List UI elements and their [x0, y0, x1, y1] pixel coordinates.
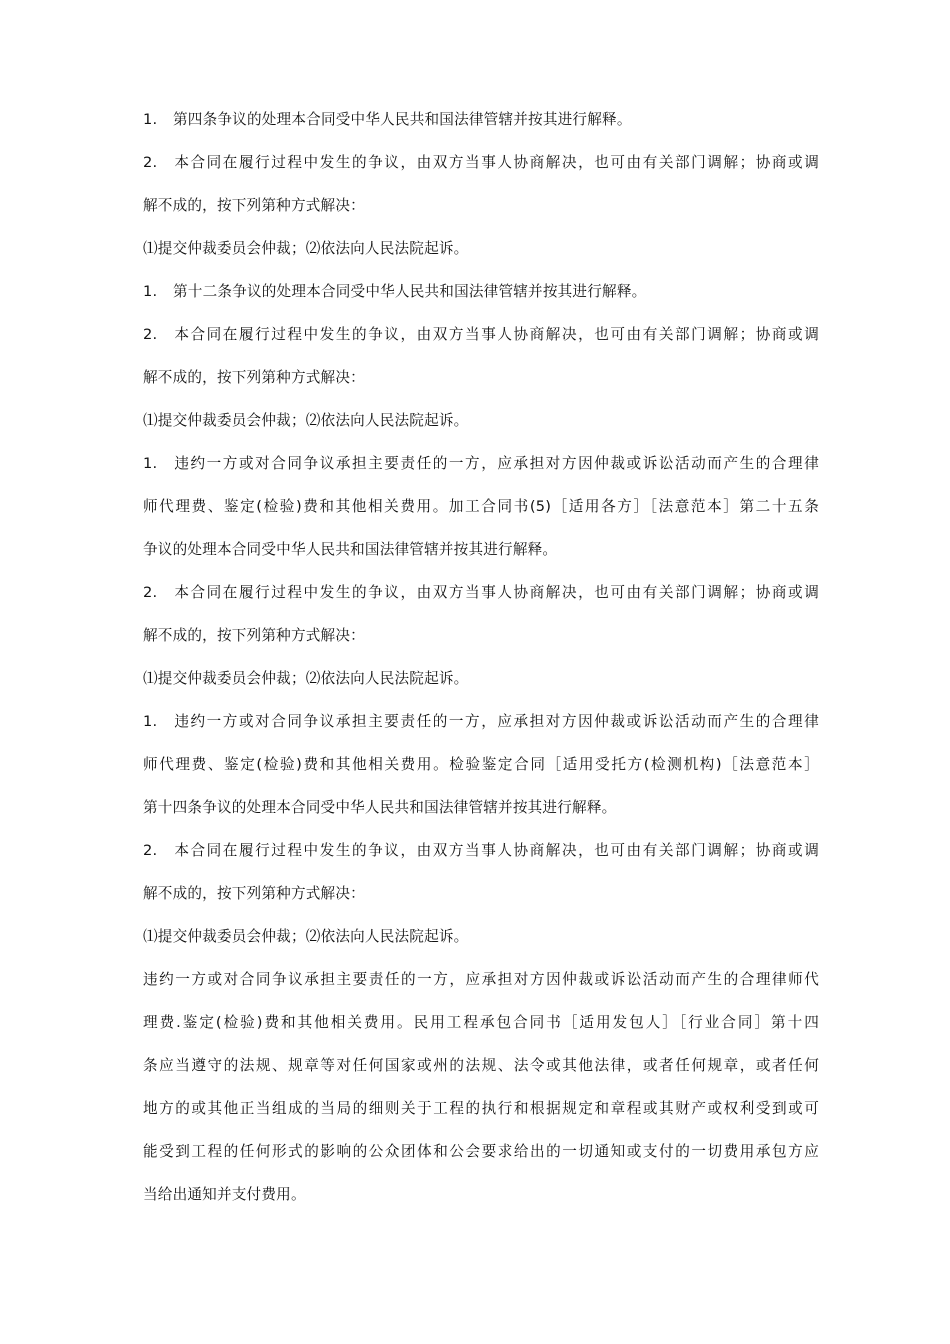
paragraph-line [143, 841, 819, 861]
paragraph-line [143, 454, 819, 474]
list-number: 1. [143, 111, 158, 128]
line-text: 解不成的，按下列第种方式解决： [143, 885, 365, 902]
paragraph-line [143, 196, 819, 216]
line-text: 违约一方或对合同争议承担主要责任的一方，应承担对方因仲裁或诉讼活动而产生的合理律 [173, 713, 819, 730]
paragraph-line [143, 1185, 819, 1205]
paragraph-line [143, 540, 819, 560]
paragraph-line [143, 798, 819, 818]
line-text: 解不成的，按下列第种方式解决： [143, 197, 365, 214]
line-text: 条应当遵守的法规、规章等对任何国家或州的法规、法令或其他法律，或者任何规章，或者任何 [143, 1057, 819, 1074]
line-text: 本合同在履行过程中发生的争议，由双方当事人协商解决，也可由有关部门调解；协商或调 [173, 326, 819, 343]
line-text: 第十二条争议的处理本合同受中华人民共和国法律管辖并按其进行解释。 [173, 283, 647, 300]
list-number: 2. [143, 154, 158, 171]
paragraph-line [143, 1099, 819, 1119]
paragraph-line [143, 626, 819, 646]
list-number: 1. [143, 455, 158, 472]
list-number: 1. [143, 283, 158, 300]
paragraph-line [143, 239, 819, 259]
line-text: 本合同在履行过程中发生的争议，由双方当事人协商解决，也可由有关部门调解；协商或调 [173, 584, 819, 601]
list-number: 2. [143, 584, 158, 601]
paragraph-line [143, 153, 819, 173]
paragraph-line [143, 1013, 819, 1033]
line-text: 当给出通知并支付费用。 [143, 1186, 306, 1203]
line-text: 第四条争议的处理本合同受中华人民共和国法律管辖并按其进行解释。 [173, 111, 632, 128]
line-text: 理费.鉴定(检验)费和其他相关费用。民用工程承包合同书［适用发包人］［行业合同］第十四 [143, 1014, 819, 1031]
line-text: 师代理费、鉴定(检验)费和其他相关费用。加工合同书(5)［适用各方］［法意范本］第二十五条 [143, 498, 819, 515]
line-text: 解不成的，按下列第种方式解决： [143, 369, 365, 386]
list-number: 2. [143, 842, 158, 859]
line-text: 本合同在履行过程中发生的争议，由双方当事人协商解决，也可由有关部门调解；协商或调 [173, 842, 819, 859]
line-text: 能受到工程的任何形式的影响的公众团体和公会要求给出的一切通知或支付的一切费用承包方应 [143, 1143, 819, 1160]
paragraph-line [143, 282, 819, 302]
paragraph-line [143, 1056, 819, 1076]
paragraph-line [143, 411, 819, 431]
line-text: ⑴提交仲裁委员会仲裁；⑵依法向人民法院起诉。 [143, 240, 469, 257]
paragraph-line [143, 927, 819, 947]
paragraph-line [143, 368, 819, 388]
line-text: ⑴提交仲裁委员会仲裁；⑵依法向人民法院起诉。 [143, 412, 469, 429]
line-text: 解不成的，按下列第种方式解决： [143, 627, 365, 644]
paragraph-line [143, 325, 819, 345]
paragraph-line [143, 110, 819, 130]
line-text: 第十四条争议的处理本合同受中华人民共和国法律管辖并按其进行解释。 [143, 799, 617, 816]
line-text: 师代理费、鉴定(检验)费和其他相关费用。检验鉴定合同［适用受托方(检测机构)［法意范本］ [143, 756, 819, 773]
line-text: 争议的处理本合同受中华人民共和国法律管辖并按其进行解释。 [143, 541, 558, 558]
paragraph-line [143, 669, 819, 689]
line-text: ⑴提交仲裁委员会仲裁；⑵依法向人民法院起诉。 [143, 670, 469, 687]
paragraph-line [143, 583, 819, 603]
line-text: 违约一方或对合同争议承担主要责任的一方，应承担对方因仲裁或诉讼活动而产生的合理律师代 [143, 971, 819, 988]
line-text: ⑴提交仲裁委员会仲裁；⑵依法向人民法院起诉。 [143, 928, 469, 945]
paragraph-line [143, 755, 819, 775]
line-text: 地方的或其他正当组成的当局的细则关于工程的执行和根据规定和章程或其财产或权利受到或可 [143, 1100, 819, 1117]
paragraph-line [143, 970, 819, 990]
list-number: 1. [143, 713, 158, 730]
list-number: 2. [143, 326, 158, 343]
paragraph-line [143, 497, 819, 517]
paragraph-line [143, 712, 819, 732]
line-text: 本合同在履行过程中发生的争议，由双方当事人协商解决，也可由有关部门调解；协商或调 [173, 154, 819, 171]
paragraph-line [143, 884, 819, 904]
line-text: 违约一方或对合同争议承担主要责任的一方，应承担对方因仲裁或诉讼活动而产生的合理律 [173, 455, 819, 472]
paragraph-line [143, 1142, 819, 1162]
